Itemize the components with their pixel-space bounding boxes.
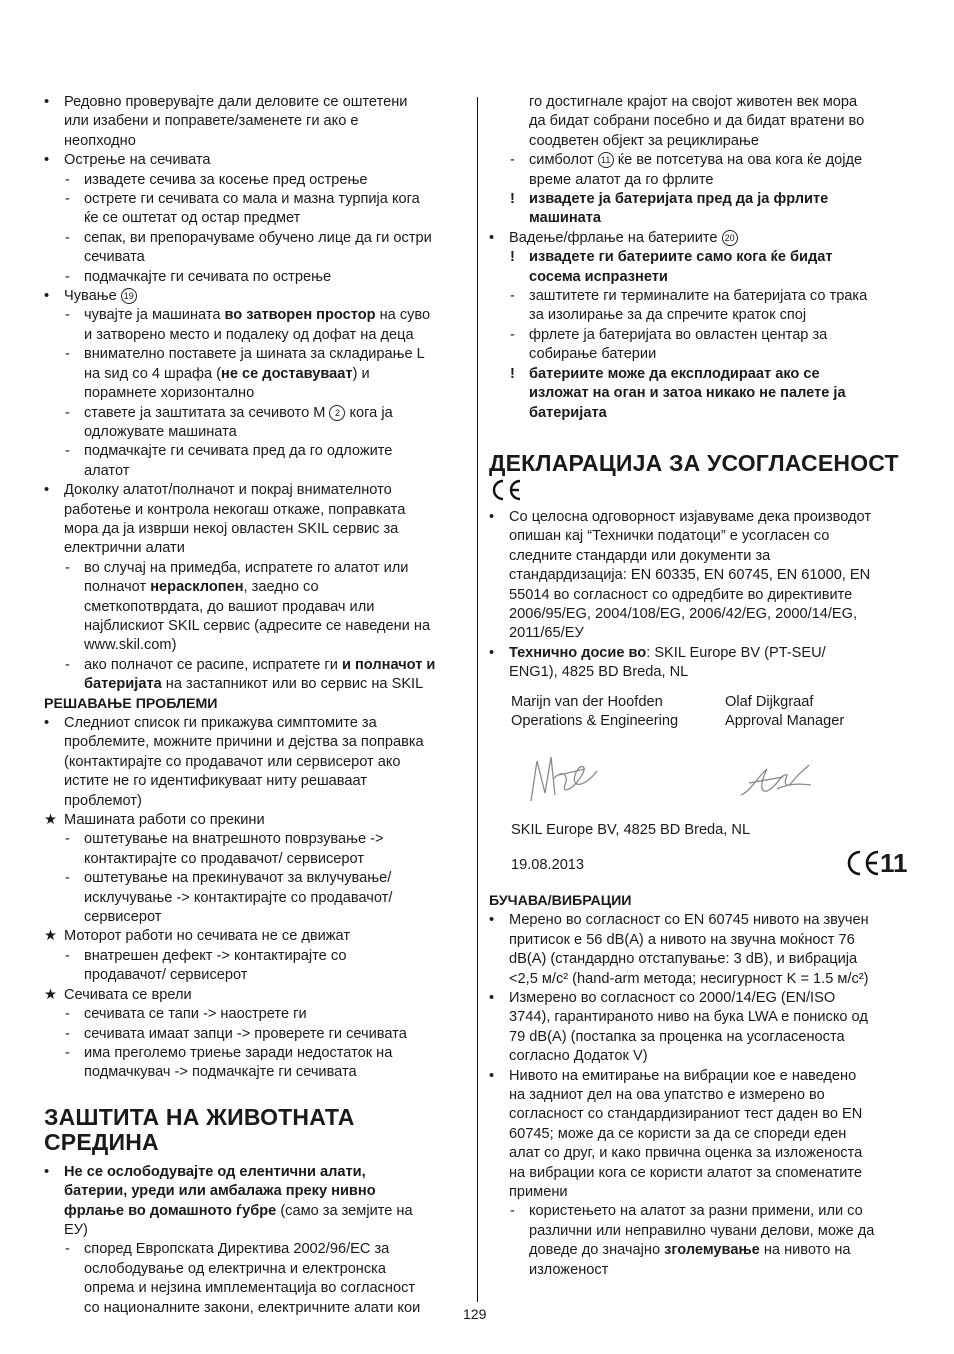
line-text: на вибрации кога се користи алатот за споменатите — [509, 1164, 863, 1181]
text-line — [489, 1067, 913, 1086]
line-text: исклучување -> контактирајте со продавачот/ — [84, 889, 393, 906]
text-line — [44, 598, 468, 617]
text-line — [44, 753, 468, 772]
signature-1-image — [525, 749, 605, 809]
line-text: 2006/95/EG, 2004/108/EG, 2006/42/EG, 2000/14/EG, — [509, 605, 858, 622]
dash-mark: - — [65, 1241, 70, 1258]
bold-text: и полначот и — [341, 656, 436, 673]
line-text: подмачкајте ги сечивата по острење — [84, 268, 332, 285]
noise-vibration-list — [489, 892, 913, 1280]
line-text: да бидат собрани посебно и да бидат вратени во — [529, 113, 865, 130]
bullet-icon: • — [489, 508, 495, 525]
text-line — [489, 306, 913, 325]
line-text: кога ја — [345, 404, 393, 421]
text-line — [489, 663, 913, 682]
text-line — [489, 93, 913, 112]
line-text: Со целосна одговорност изјавуваме дека производот — [509, 508, 872, 525]
text-line — [489, 605, 913, 624]
line-text: неопходно — [64, 132, 136, 149]
bullet-icon: • — [44, 152, 50, 169]
dash-mark: - — [65, 229, 70, 246]
text-line — [489, 1261, 913, 1280]
dash-mark: - — [65, 831, 70, 848]
line-text: 55014 во согласност со одредбите во директивите — [509, 586, 853, 603]
warning-mark: ! — [510, 365, 515, 382]
text-line — [44, 229, 468, 248]
text-line — [44, 1044, 468, 1063]
line-text: ако полначот се расипе, испратете ги — [84, 656, 342, 673]
signatory-2-name: Olaf Dijkgraaf — [725, 693, 814, 710]
text-line — [489, 132, 913, 151]
line-text: работење и контрола некогаш откаже, поправката — [64, 501, 406, 518]
text-line — [489, 384, 913, 403]
line-text: ENG1), 4825 BD Breda, NL — [509, 664, 689, 681]
text-line — [44, 306, 468, 325]
dash-mark: - — [65, 191, 70, 208]
text-line — [44, 850, 468, 869]
line-text: 2011/65/ЕУ — [509, 625, 584, 642]
text-line — [489, 970, 913, 989]
line-text: сечивата имаат запци -> проверете ги сечивата — [84, 1025, 407, 1042]
text-line — [44, 384, 468, 403]
line-text: и затворено место и подалеку од дофат на деца — [84, 326, 414, 343]
dash-mark: - — [65, 346, 70, 363]
spacer — [44, 1083, 468, 1105]
line-text: според Европската Директива 2002/96/EC за — [84, 1241, 390, 1258]
text-line — [489, 1202, 913, 1221]
line-text: 60745; може да се користи за да се спореди еден — [509, 1125, 847, 1142]
dash-mark: - — [510, 288, 515, 305]
ce-number: 11 — [880, 847, 908, 878]
text-line — [489, 566, 913, 585]
column-divider — [477, 97, 478, 1302]
left-column — [44, 93, 468, 1318]
text-line — [489, 1144, 913, 1163]
text-line — [44, 1202, 468, 1221]
text-line — [44, 171, 468, 190]
bold-text: машината — [529, 210, 602, 227]
text-line — [44, 656, 468, 675]
dash-mark: - — [65, 656, 70, 673]
text-line — [44, 268, 468, 287]
line-text: проблемите, можните причини и дејства за поправка — [64, 734, 424, 751]
signatory-1-title: Operations & Engineering — [511, 712, 679, 729]
line-text: Следниот список ги прикажува симптомите за — [64, 715, 377, 731]
text-line — [44, 714, 468, 733]
line-text: : SKIL Europe BV (PT-SEU/ — [646, 644, 826, 661]
text-line — [44, 442, 468, 461]
signatory-1-name: Marijn van der Hoofden — [511, 693, 663, 710]
line-text: извадете сечива за косење пред острење — [84, 171, 368, 188]
line-text: различни или неправилно чувани делови, може да — [529, 1222, 875, 1239]
line-text: за изолирање за да спречите краток спој — [529, 307, 807, 324]
ce-mark-icon — [489, 476, 913, 504]
text-line — [489, 209, 913, 228]
figure-ref-icon: 11 — [598, 152, 614, 168]
text-line — [44, 112, 468, 131]
text-line — [44, 830, 468, 849]
dash-mark: - — [65, 404, 70, 421]
signatory-2-title: Approval Manager — [725, 712, 845, 729]
line-text: Сечивата се врели — [64, 986, 192, 1003]
line-text: (контактирајте со продавачот или сервисерот ако — [64, 753, 401, 770]
line-text: , заедно со — [243, 579, 319, 596]
text-line — [44, 908, 468, 927]
dash-mark: - — [65, 1044, 70, 1061]
text-line — [44, 287, 468, 306]
line-text: во случај на примедба, испратете го алатот или — [84, 559, 409, 576]
line-text: има преголемо триење заради недостаток на — [84, 1044, 393, 1061]
line-text: внатрешен дефект -> контактирајте со — [84, 947, 347, 964]
text-line — [489, 404, 913, 423]
line-text: подмачкувач -> подмачкајте ги сечивата — [84, 1064, 357, 1081]
line-text: користењето на алатот за разни примени, или со — [529, 1203, 863, 1220]
star-icon: ★ — [44, 928, 58, 945]
bold-text: во затворен простор — [224, 307, 376, 324]
line-text: време алатот да го фрлите — [529, 171, 714, 188]
line-text: продавачот/ сервисерот — [84, 967, 248, 984]
line-text: согласно Додаток V) — [509, 1048, 648, 1065]
line-text: симболот — [529, 152, 598, 169]
line-text: ќе се оштетат од остар предмет — [84, 210, 301, 227]
section-heading: ЗАШТИТА НА ЖИВОТНАТА — [44, 1103, 355, 1130]
figure-ref-icon: 19 — [121, 288, 137, 304]
line-text: со националните закони, електричните алати кои — [84, 1299, 421, 1316]
line-text: одложувате машината — [84, 423, 237, 440]
text-line — [44, 578, 468, 597]
line-text: сечивата — [84, 249, 145, 266]
text-line — [44, 636, 468, 655]
text-line — [44, 675, 468, 694]
bullet-icon: • — [489, 644, 495, 661]
bold-text: батеријата — [84, 676, 162, 693]
subheading: БУЧАВА/ВИБРАЦИИ — [489, 892, 632, 909]
text-line — [44, 93, 468, 112]
text-line — [489, 508, 913, 527]
line-text: Моторот работи но сечивата не се движат — [64, 928, 351, 945]
text-line — [44, 1163, 468, 1182]
line-text: фрлете ја батеријата во овластен центар за — [529, 326, 828, 343]
bullet-icon: • — [44, 715, 50, 731]
text-line — [44, 733, 468, 752]
bullet-icon: • — [44, 288, 50, 305]
line-text: на застапникот или во сервис на SKIL — [161, 676, 424, 693]
text-line — [44, 365, 468, 384]
bold-text: нерасклопен — [150, 579, 244, 596]
text-line — [44, 1025, 468, 1044]
warning-mark: ! — [510, 249, 515, 266]
bullet-icon: • — [44, 94, 50, 110]
bold-text: батерии, уреди или амбалажа преку нивно — [64, 1183, 376, 1200]
text-line — [44, 927, 468, 946]
text-line — [44, 481, 468, 500]
dash-mark: - — [65, 947, 70, 964]
ce-logo-icon — [846, 850, 880, 876]
bold-text: Технично досие во — [509, 644, 647, 661]
text-line — [44, 326, 468, 345]
text-line — [489, 1183, 913, 1202]
star-icon: ★ — [44, 812, 58, 829]
dash-mark: - — [510, 326, 515, 343]
ce-mark-11 — [846, 847, 908, 878]
line-text: ЕУ) — [64, 1221, 88, 1238]
text-line — [44, 1182, 468, 1201]
line-text: полначот — [84, 579, 151, 596]
text-line — [489, 365, 913, 384]
text-line — [44, 190, 468, 209]
text-line — [489, 326, 913, 345]
text-line — [44, 792, 468, 811]
text-line — [44, 345, 468, 364]
text-line — [44, 617, 468, 636]
bold-text: батеријата — [529, 404, 607, 421]
line-text: Доколку алатот/полначот и покрај внимателното — [64, 482, 392, 499]
text-line — [44, 423, 468, 442]
line-text: согласност со стандардизираниот тест даден во EN — [509, 1106, 863, 1123]
bold-text: извадете ги батериите само кога ќе бидат — [529, 249, 833, 266]
line-text: ќе ве потсетува на ова кога ќе дојде — [613, 152, 863, 169]
line-text: сервисерот — [84, 909, 162, 926]
text-line — [489, 586, 913, 605]
text-line — [489, 1047, 913, 1066]
line-text: dB(A) (стандардно отстапување: 3 dB), и вибрација — [509, 951, 858, 968]
line-text: стандардизација: EN 60335, EN 60745, EN 61000, EN — [509, 567, 871, 584]
line-text: внимателно поставете ја шината за складирање L — [84, 346, 425, 363]
text-line — [489, 1105, 913, 1124]
line-text: на суво — [375, 307, 431, 324]
text-line — [44, 1005, 468, 1024]
text-line — [489, 268, 913, 287]
text-line — [44, 520, 468, 539]
bold-text: батериите може да експлодираат ако се — [529, 365, 820, 382]
line-text: www.skil.com) — [84, 637, 177, 654]
text-line — [489, 171, 913, 190]
dash-mark: - — [510, 152, 515, 169]
line-text: ) и — [352, 365, 370, 382]
line-text: примени — [509, 1184, 568, 1201]
bullet-icon: • — [489, 990, 495, 1006]
line-text: собирање батерии — [529, 346, 657, 363]
text-line — [489, 345, 913, 364]
line-text: Острење на сечивата — [64, 152, 211, 169]
line-text: изложеност — [529, 1261, 609, 1278]
section-heading: СРЕДИНА — [44, 1128, 159, 1155]
line-text: алатот — [84, 462, 130, 479]
bullet-icon: • — [489, 1067, 495, 1084]
line-text: Вадење/фрлање на батериите — [509, 229, 722, 246]
text-line — [44, 209, 468, 228]
dash-mark: - — [65, 1006, 70, 1023]
dash-mark: - — [65, 1025, 70, 1042]
text-line — [44, 1063, 468, 1082]
line-text: 3744), гарантираното ниво на бука LWA е пониско од — [509, 1009, 868, 1026]
text-line — [44, 869, 468, 888]
text-line — [44, 947, 468, 966]
line-text: проблемот) — [64, 792, 142, 809]
line-text: сечивата се тапи -> наострете ги — [84, 1006, 307, 1023]
signatures — [489, 749, 913, 815]
dash-mark: - — [65, 443, 70, 460]
line-text: Нивото на емитирање на вибрации кое е наведено — [509, 1067, 857, 1084]
line-text: контактирајте со продавачот/ сервисерот — [84, 850, 365, 867]
line-text: ставете ја заштитата за сечивото M — [84, 404, 330, 421]
line-text: доведе до значајно — [529, 1242, 665, 1259]
line-text: (само за земјите на — [276, 1202, 413, 1219]
text-line — [489, 190, 913, 209]
line-text: Мерено во согласност со EN 60745 нивото на звучен — [509, 912, 869, 929]
right-column — [489, 93, 913, 1280]
line-text: опрема и нејзина имплементација во согласност — [84, 1280, 416, 1297]
text-line — [44, 151, 468, 170]
bullet-icon: • — [489, 229, 495, 246]
bold-text: не се доставуваат — [221, 365, 353, 382]
bold-text: извадете ја батеријата пред да ја фрлите — [529, 191, 829, 208]
text-line — [489, 989, 913, 1008]
text-line — [489, 527, 913, 546]
signatories — [489, 693, 913, 735]
line-text: сметкопотврдата, до вашиот продавач или — [84, 598, 375, 615]
line-text: чувајте ја машината — [84, 307, 225, 324]
figure-ref-icon: 20 — [722, 230, 738, 246]
line-text: на ѕид со 4 шрафа ( — [84, 365, 222, 382]
dash-mark: - — [65, 559, 70, 576]
line-text: Редовно проверувајте дали деловите се оштетени — [64, 94, 408, 110]
page-number: 129 — [463, 1306, 487, 1322]
line-text: <2,5 м/с² (hand-arm метода; несигурност K = 1.5 м/с²) — [509, 970, 869, 987]
text-line — [44, 539, 468, 558]
declaration-list — [489, 508, 913, 683]
text-line — [44, 1299, 468, 1318]
text-line — [489, 911, 913, 930]
text-line — [44, 501, 468, 520]
company-address: SKIL Europe BV, 4825 BD Breda, NL — [511, 821, 751, 838]
line-text: оштетување на прекинувачот за вклучување/ — [84, 870, 392, 887]
text-line — [489, 1028, 913, 1047]
text-line — [489, 931, 913, 950]
line-text: подмачкајте ги сечивата пред да го одложите — [84, 443, 393, 460]
text-line — [44, 811, 468, 830]
line-text: го достигнале крајот на својот животен век мора — [529, 94, 858, 110]
text-line — [44, 1279, 468, 1298]
text-line — [489, 248, 913, 267]
dash-mark: - — [510, 1203, 515, 1220]
bold-text: сосема испразнети — [529, 268, 668, 285]
right-lines-top — [489, 93, 913, 423]
line-text: Машината работи со прекини — [64, 812, 265, 829]
text-line — [489, 950, 913, 969]
dash-mark: - — [65, 171, 70, 188]
text-line — [44, 462, 468, 481]
line-text: Чување — [64, 288, 121, 305]
text-line — [44, 132, 468, 151]
line-text: најблискиот SKIL сервис (адресите се наведени на — [84, 617, 431, 634]
text-line — [44, 889, 468, 908]
line-text: истите не го идентификуваат ниту решаваат — [64, 773, 367, 790]
line-text: притисок е 56 dB(A) а нивото на звучна моќност 76 — [509, 931, 855, 948]
text-line — [489, 547, 913, 566]
bold-text: изложат на оган и затоа никако не палете ја — [529, 385, 846, 402]
figure-ref-icon: 2 — [329, 405, 345, 421]
dash-mark: - — [65, 307, 70, 324]
dash-mark: - — [65, 870, 70, 887]
declaration-date: 19.08.2013 — [511, 856, 585, 873]
bullet-icon: • — [489, 912, 495, 929]
text-line — [44, 248, 468, 267]
text-line — [489, 1241, 913, 1260]
text-line — [489, 1086, 913, 1105]
line-text: на задниот дел на ова упатство е измерено во — [509, 1087, 825, 1104]
text-line — [489, 229, 913, 248]
signature-2-image — [737, 755, 817, 805]
text-line — [489, 624, 913, 643]
bullet-icon: • — [44, 1163, 50, 1180]
text-line — [489, 112, 913, 131]
text-line — [44, 966, 468, 985]
text-line — [44, 559, 468, 578]
line-text: опишан кај “Технички податоци” е усогласен со — [509, 528, 830, 545]
line-text: соодветен објект за рециклирање — [529, 132, 760, 149]
line-text: ослободување од електрична и електронска — [84, 1260, 386, 1277]
line-text: оштетување на внатрешното поврзување -> — [84, 831, 384, 848]
text-line — [44, 1260, 468, 1279]
subheading: РЕШАВАЊЕ ПРОБЛЕМИ — [44, 695, 218, 712]
line-text: заштитете ги терминалите на батеријата со трака — [529, 288, 868, 305]
star-icon: ★ — [44, 986, 58, 1003]
bold-text: фрлање во домашното ѓубре — [64, 1202, 277, 1219]
declaration-heading: ДЕКЛАРАЦИЈА ЗА УСОГЛАСЕНОСТ — [489, 449, 899, 476]
dash-mark: - — [65, 268, 70, 285]
text-line — [489, 1008, 913, 1027]
line-text: Измерено во согласност со 2000/14/EG (EN/ISO — [509, 990, 836, 1006]
text-line — [44, 1221, 468, 1240]
spacer — [44, 1155, 468, 1163]
text-line — [489, 151, 913, 170]
line-text: или изабени и поправете/заменете ги ако е — [64, 113, 359, 130]
line-text: алат со друг, и како првична оценка за изложеноста — [509, 1145, 863, 1162]
text-line — [489, 1164, 913, 1183]
text-line — [489, 287, 913, 306]
line-text: острете ги сечивата со мала и мазна турпија кога — [84, 191, 420, 208]
line-text: порамнете хоризонтално — [84, 385, 255, 402]
text-line — [44, 772, 468, 791]
line-text: следните стандарди или документи за — [509, 547, 771, 564]
line-text: мора да ја изврши некој овластен SKIL сервис за — [64, 520, 399, 537]
line-text: 79 dB(A) (постапка за проценка на усогласеноста — [509, 1028, 845, 1045]
line-text: електрични алати — [64, 540, 185, 557]
bold-text: зголемување — [664, 1242, 760, 1259]
line-text: сепак, ви препорачуваме обучено лице да ги остри — [84, 229, 432, 246]
text-line — [44, 986, 468, 1005]
line-text: на нивото на — [759, 1242, 851, 1259]
text-line — [489, 1222, 913, 1241]
text-line — [489, 1125, 913, 1144]
bold-text: Не се ослободувајте од елентични алати, — [64, 1163, 366, 1180]
text-line — [44, 404, 468, 423]
warning-mark: ! — [510, 191, 515, 208]
text-line — [44, 1240, 468, 1259]
text-line — [489, 644, 913, 663]
bullet-icon: • — [44, 482, 50, 499]
